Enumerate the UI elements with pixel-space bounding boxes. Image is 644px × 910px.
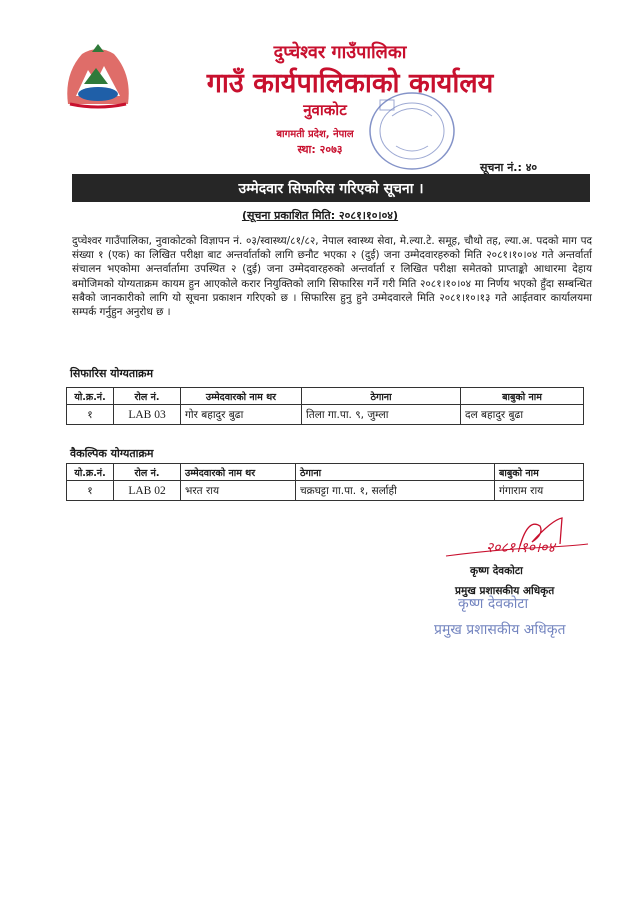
table-row [67, 405, 584, 425]
cell-father: गंगाराम राय [495, 481, 584, 501]
officer-stamp-icon [418, 572, 588, 644]
header-address: ठेगाना [302, 388, 461, 405]
notice-body: दुप्चेश्वर गाउँपालिका, नुवाकोटको विज्ञापन नं. ०३/स्वास्थ्य/८१/८२, नेपाल स्वास्थ्य सेवा, मे.ल्या.टे. समूह, चौथो तह, ल्या.अ. पदको माग पद संख्या १ (एक) का लिखित परीक्षा बाट अन्तर्वार्ताको लागि छनौट भएका २ (दुई) जना उम्मेदवारहरुको मिति २०८१।१०।०४ गते अन्तर्वार्ता संचालन भएकोमा अन्तर्वार्तामा उपस्थित २ (दुई) जना उम्मेदवारहरुको अन्तर्वार्ता र लिखित परीक्षा समेतको प्राप्ताङ्को आधारमा देहाय बमोजिमको योग्यताक्रम कायम हुन आएकोले करार नियुक्तिको लागि सिफारिस गर्ने गरी मिति २०८१।१०।०४ मा निर्णय भएको हुँदा सम्बन्धित सबैको जानकारीको लागि यो सूचना प्रकाशन गरिएको छ । सिफारिस हुनु हुने उम्मेदवारले मिति २०८१।१०।१३ गते आईतवार कार्यालयमा सम्पर्क गर्नुहुन अनुरोध छ । [72, 235, 592, 319]
stamp-name: कृष्ण देवकोटा [458, 596, 529, 612]
header-candidate: उम्मेदवारको नाम थर [181, 388, 302, 405]
signatory-name: कृष्ण देवकोटा [470, 565, 523, 577]
table-row [67, 481, 584, 501]
cell-address: चक्रघट्टा गा.पा. १, सर्लाही [296, 481, 495, 501]
header-address: ठेगाना [296, 464, 495, 481]
header-candidate: उम्मेदवारको नाम थर [181, 464, 296, 481]
signature-date: २०८१।१०।०४ [486, 540, 555, 556]
header-roll: रोल नं. [114, 464, 181, 481]
province-name: बागमती प्रदेश, नेपाल [276, 129, 354, 140]
notice-title: उम्मेदवार सिफारिस गरिएको सूचना । [238, 180, 424, 197]
published-date: (सूचना प्रकाशित मिति: २०८१।१०।०४) [241, 209, 399, 222]
table-header-row [67, 464, 584, 481]
cell-candidate: गोर बहादुर बुढा [181, 405, 302, 425]
recommended-section-title: सिफारिस योग्यताक्रम [70, 367, 154, 380]
emblem-icon [62, 44, 134, 110]
district-name: नुवाकोट [303, 101, 347, 119]
notice-number: सूचना नं.: ४० [480, 161, 538, 174]
header-serial: यो.क्र.नं. [67, 464, 114, 481]
header-roll: रोल नं. [114, 388, 181, 405]
header-serial: यो.क्र.नं. [67, 388, 114, 405]
header-father: बाबुको नाम [495, 464, 584, 481]
office-name: गाउँ कार्यपालिकाको कार्यालय [206, 68, 494, 99]
cell-serial: १ [67, 481, 114, 501]
signatory-designation: प्रमुख प्रशासकीय अधिकृत [455, 585, 555, 597]
established-year: स्था: २०७३ [297, 143, 343, 156]
notice-title-bar [72, 174, 590, 202]
cell-serial: १ [67, 405, 114, 425]
municipality-name: दुप्चेश्वर गाउँपालिका [273, 42, 407, 63]
cell-candidate: भरत राय [181, 481, 296, 501]
table-header-row [67, 388, 584, 405]
cell-roll: LAB 03 [114, 405, 181, 425]
cell-roll: LAB 02 [114, 481, 181, 501]
header-father: बाबुको नाम [461, 388, 584, 405]
cell-father: दल बहादुर बुढा [461, 405, 584, 425]
alternate-section-title: वैकल्पिक योग्यताक्रम [70, 447, 154, 460]
office-stamp-icon [362, 86, 462, 176]
cell-address: तिला गा.पा. ९, जुम्ला [302, 405, 461, 425]
stamp-designation: प्रमुख प्रशासकीय अधिकृत [434, 622, 566, 638]
alternate-table [66, 463, 584, 501]
recommended-table [66, 387, 584, 425]
